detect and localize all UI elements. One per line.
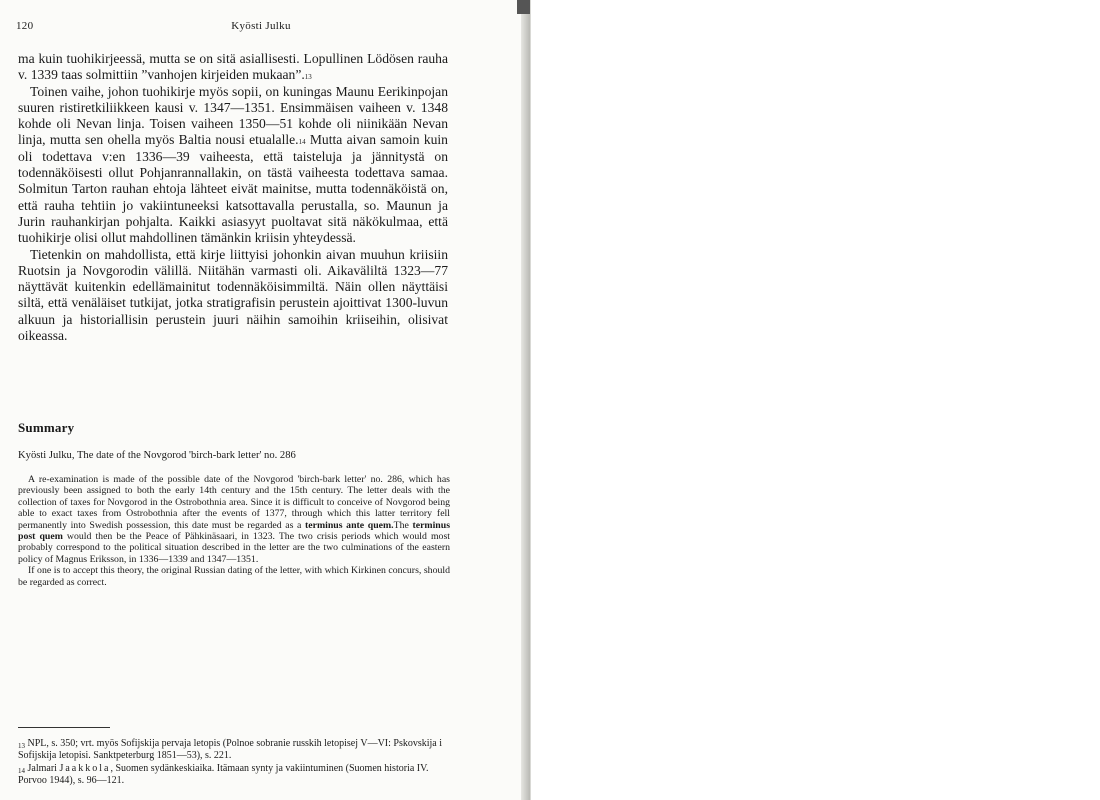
paragraph-3: Tietenkin on mahdollista, että kirje liittyisi johonkin aivan muuhun kriisiin Ruotsin ja Novgorodin välillä. Niitähän varmasti oli. Aikaväliltä 1323—77 näyttävät kuitenkin edellämainitut todennäköisimmiltä. Näin ollen näyttäisi siltä, että venäläiset tutkijat, jotka stratigrafisin perustein ajoittivat 1300-luvun alkuun ja historiallisin perustein juuri näihin samoihin kriiseihin, olisivat oikeassa. bbox=[18, 246, 448, 344]
summary-text-c: would then be the Peace of Pähkinäsaari, in 1323. The two crisis periods which would most probably correspond to the political situation described in the letter are the two culminations of the eastern policy of Magnus Eriksson, in 1336—1339 and 1347—1351. bbox=[18, 531, 450, 565]
footnote-13-text: NPL, s. 350; vrt. myös Sofijskija pervaja letopis (Polnoe sobranie russkih letopisej V—VI: Pskovskija i Sofijskija letopisi. Sanktpeterburg 1851—53), s. 221. bbox=[18, 738, 443, 762]
summary-paragraph-2: If one is to accept this theory, the original Russian dating of the letter, with which Kirkinen concurs, should be regarded as correct. bbox=[18, 565, 450, 588]
paragraph-2-text-a: Toinen vaihe, johon tuohikirje myös sopii, on kuningas Maunu Eerikinpojan suuren ristiretkiliikkeen kausi v. 1347—1351. Ensimmäisen vaiheen v. 1348 kohde oli Nevan linja. Toisen vaiheen 1350—51 kohde oli niinikään Nevan linja, mutta sen ohella myös Baltia nousi etualalle. bbox=[18, 83, 448, 148]
footnotes bbox=[18, 738, 450, 788]
main-text bbox=[18, 51, 448, 344]
term-ante-quem: terminus ante quem. bbox=[305, 519, 394, 531]
summary-paragraph-1 bbox=[18, 474, 450, 565]
book-page bbox=[0, 0, 531, 800]
paragraph-2 bbox=[18, 84, 448, 247]
footnote-13-number: 13 bbox=[18, 742, 25, 750]
summary-title: Kyösti Julku, The date of the Novgorod 'birch-bark letter' no. 286 bbox=[18, 450, 296, 461]
summary-text-b: The bbox=[393, 519, 413, 531]
footnote-ref-13: 13 bbox=[304, 73, 312, 82]
page-number: 120 bbox=[16, 20, 34, 32]
footnote-14-text-b: , Suomen sydänkeskiaika. Itämaan synty ja vakiintuminen (Suomen historia IV. Porvoo 1944), s. 96—121. bbox=[18, 762, 429, 787]
page-header bbox=[16, 20, 506, 34]
blank-area bbox=[531, 0, 1100, 800]
paragraph-1-text: ma kuin tuohikirjeessä, mutta se on sitä asiallisesti. Lopullinen Lödösen rauha v. 1339 taas solmittiin ”vanhojen kirjeiden mukaan”. bbox=[18, 51, 448, 83]
footnote-14-text-a: Jalmari bbox=[25, 762, 60, 774]
footnote-14 bbox=[18, 763, 450, 788]
term-post-quem: terminus post quem bbox=[18, 519, 451, 543]
summary-heading: Summary bbox=[18, 420, 75, 435]
footnote-ref-14: 14 bbox=[298, 138, 306, 147]
summary-text bbox=[18, 474, 450, 588]
spine-shadow bbox=[517, 0, 530, 14]
footnote-14-number: 14 bbox=[18, 766, 25, 775]
footnote-divider bbox=[18, 727, 110, 728]
summary-text-a: A re-examination is made of the possible date of the Novgorod 'birch-bark letter' no. 286, which has previously been assigned to both the early 14th century and the 15th century. The letter deals with the collection of taxes for Novgorod in the Ostrobothnia area. Since it is difficult to conceive of Novgorod being able to exact taxes from Ostrobothnia after the events of 1377, through which this latter territory fell permanently into Swedish possession, this date must be regarded as a bbox=[18, 474, 450, 531]
paragraph-2-text-b: Mutta aivan samoin kuin oli todettava v:en 1336—39 vaiheesta, että taisteluja ja jännitystä on todennäköisesti ollut Pohjanrannallakin, on tästä vaiheesta todettava samaa. Solmitun Tarton rauhan ehtoja lähteet eivät mainitse, mutta todennäköistä on, että rauha tehtiin jo vakiintuneeksi katsottavalla perustalla, so. Maunun ja Jurin rauhankirjan pohjalta. Kaikki asiasyyt puoltavat sitä näkökulmaa, että tuohikirje olisi ollut mahdollinen tämänkin kriisin yhteydessä. bbox=[18, 132, 448, 246]
paragraph-1 bbox=[18, 51, 448, 84]
running-head: Kyösti Julku bbox=[231, 20, 291, 32]
footnote-14-author: Jaakkola bbox=[59, 762, 111, 774]
footnote-13 bbox=[18, 738, 450, 763]
page-spine bbox=[521, 0, 530, 800]
